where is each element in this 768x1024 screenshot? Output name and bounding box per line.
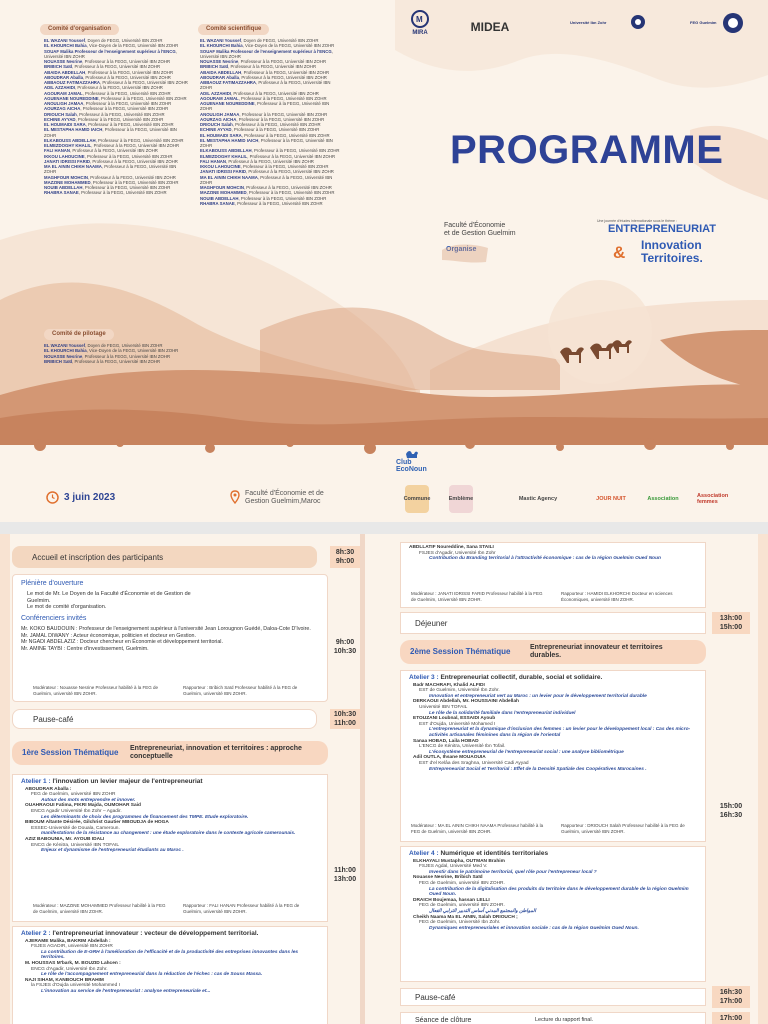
- committee-member: ABOUDRAR Aballa, Professeur à la FEGG, Université IBN ZOHR: [200, 74, 327, 80]
- committee-member: RHABRA SANAE, Professeur à la FEGG, Université IBN ZOHR: [44, 190, 167, 196]
- coffee-break-2-time: 16h:30 17h:00: [712, 986, 750, 1008]
- committee-member: EL HOUMAIDI SARA, Professeur à la FEGG, Université IBN ZOHR: [44, 122, 174, 127]
- atelier-4-heading: [409, 851, 701, 857]
- committee-member: MAZZINE MOHAMMED, Professeur à la FEGG, Université IBN ZOHR: [200, 190, 335, 196]
- lunch-time: 13h:00 15h:00: [712, 612, 750, 634]
- lunch-row: [400, 612, 706, 634]
- closing-label: Séance de clôture: [415, 1017, 472, 1024]
- ibn-zohr-logo: Université Ibn Zohr: [570, 10, 650, 44]
- paper-authors: DERKAOUI Abdellah, Mr. HOUSSAINI Abdellah: [413, 699, 519, 705]
- paper-item: [21, 787, 321, 804]
- atelier-1: [12, 774, 328, 922]
- paper-authors: DRAICH Boujemaa, hassan LELLI: [413, 897, 490, 903]
- paper-authors: Adil OUTLA, Ihsane MOUAOUIA: [413, 755, 486, 761]
- committee-member: FALI HANAN, Professeur à la FEGG, Université IBN ZOHR: [200, 158, 314, 164]
- committee-member: ADIL AZZAHIDI, Professeur à la FEGG, Université IBN ZOHR: [200, 90, 319, 96]
- closing-text: Lecture du rapport final.: [535, 1017, 594, 1023]
- paper-item: [409, 755, 701, 772]
- paper-affiliation: Université IBN TOFAIL: [419, 704, 468, 710]
- committee-member: EL KHOURCHI Bahia, Vice-Doyen de la FEGG, Université IBN ZOHR: [44, 348, 179, 354]
- emblem-logo: Emblème: [449, 485, 473, 513]
- coffee-break-label: Pause-café: [33, 715, 74, 724]
- club-econoun-text: Club EcoNoun: [396, 459, 427, 473]
- paper-affiliation: FEG de Guelmim, université IBN ZOHR.: [419, 903, 505, 909]
- paper-affiliation: la FSJES d'Oujda université Mohammed I: [31, 983, 120, 989]
- atelier-2: [12, 926, 328, 1024]
- theme-territoires: Territoires.: [641, 251, 703, 265]
- reporter-4: Rapporteur : DRIOUCH Salah Professeur habilité à la FEG de Guelmim, université IBN ZOHR.: [561, 823, 685, 834]
- paper-title: Le rôle de la solidarité familiale dans l'entrepreneuriat individuel: [429, 710, 576, 716]
- opening-plenary: [12, 574, 328, 702]
- paper-affiliation: ENCG d'Agadir, Université Ibn Zohr.: [31, 966, 108, 972]
- event-location: [245, 490, 324, 506]
- paper-affiliation: FSJES Agdal, Université Med V.: [419, 864, 488, 870]
- committee-member: DRIOUCH Salah, Professeur à la FEGG, Université IBN ZOHR: [44, 111, 165, 117]
- paper-authors: OUAHRAOUI Fatima, FIKRI Majda, OUMOHAR Said: [25, 803, 141, 809]
- committee-member: ABBAOUZ FATIMAZZAHRA, Professeur à la FEGG, Université IBN ZOHR: [200, 80, 331, 91]
- committee-member: IKKOU LAHOUCINE, Professeur à la FEGG, Université IBN ZOHR: [44, 153, 173, 159]
- clock-icon: [46, 491, 59, 504]
- organisation-committee-list: [44, 38, 189, 314]
- atelier-4-papers: [409, 859, 701, 932]
- session-2-title: Entrepreneuriat innovateur et territoires durables.: [530, 644, 663, 659]
- opening-title: Plénière d'ouverture: [21, 580, 84, 587]
- paper-title: manifestations de la résistance au changement : une étude exploratoire dans le contexte agricole camerounais.: [41, 831, 296, 837]
- paper-authors: ABDLLATIF Noureddine, Sana STAILI: [409, 545, 494, 550]
- paper-title: Entrepreneuriat Social et Territorial : Effet de la Densité Spatiale des Coopératives Marocaines .: [429, 766, 647, 772]
- paper-authors: ABOUDRAR Aballa :: [25, 786, 72, 792]
- scientific-committee-title: Comité scientifique: [198, 24, 269, 35]
- atelier-4-subtitle: Numérique et identités territoriales: [440, 850, 549, 857]
- committee-member: NOUIB ABDELLAH, Professeur à la FEGG, Université IBN ZOHR: [44, 185, 171, 190]
- paper-item: [21, 939, 321, 961]
- committee-member: AOURZAG AICHA, Professeur à la FEGG, Université IBN ZOHR: [44, 106, 169, 112]
- committee-member: MA EL AININ CHIKH NAAMA, Professeur à la FEGG, Université IBN ZOHR: [44, 164, 177, 175]
- paper-title: L'écosystème entrepreneurial de l'entrepreneuriat social : une analyse bibliométrique: [429, 749, 624, 755]
- atelier-4: [400, 846, 706, 982]
- committee-member: NOUASSE Nesrine, Professeur à la FEGG, Université IBN ZOHR: [44, 353, 171, 359]
- committee-member: NOUASSE Nesrine, Professeur à la FEGG, Université IBN ZOHR: [200, 59, 327, 64]
- committee-member: RHABRA SANAE, Professeur à la FEGG, Université IBN ZOHR: [200, 200, 323, 206]
- committee-member: ANOULIGH JAMAA, Professeur à la FEGG, Université IBN ZOHR: [44, 101, 172, 106]
- paper-affiliation: EST d'el Kelâa des Sraghna, Université Cadi Ayyad: [419, 760, 529, 766]
- paper-item: [409, 915, 701, 932]
- committee-member: ABOUDRAR Aballa, Professeur à la FEGG, Université IBN ZOHR: [44, 74, 171, 80]
- session-2-banner: [400, 640, 706, 664]
- paper-title: La contribution de la digitalisation des produits du territoire dans le développement durable de la région Guelmim Oued Noun.: [429, 886, 689, 898]
- paper-item: [409, 739, 701, 756]
- paper-title: Dynamiques entrepreneuriales et innovation sociale : cas de la région Guelmim Oued Noun.: [429, 925, 639, 931]
- paper-title: La contribution de E-GRH à l'amélioration de l'efficacité et de la productivité des entreprises innovantes dans les territoires.: [41, 949, 299, 961]
- paper-affiliation: EST de Guelmim, Université Ibn Zohr.: [419, 688, 500, 694]
- atelier-3-time: 15h:00 16h:30: [719, 803, 743, 819]
- paper-title: Les déterminants de choix des programmes de financement des TMPE. Etude exploratoire.: [41, 814, 249, 820]
- committee-member: EL WAZANI Youssef, Doyen de FEGG, Université IBN ZOHR: [44, 343, 163, 348]
- svg-text:M: M: [416, 15, 423, 24]
- committee-member: AGOURAM JAMAL, Professeur à la FEGG, Université IBN ZOHR: [44, 90, 171, 96]
- atelier-1-subtitle: l'innovation un levier majeur de l'entrepreneuriat: [52, 778, 203, 785]
- paper-affiliation: ENCG Agadir Université Ibn Zohr – Agadir.: [31, 808, 122, 814]
- paper-authors: Sanaa HOBAD, Laila HOBAD: [413, 738, 479, 744]
- moderator-4: Modérateur : MA EL AININ CHIKH NAAMA Professeur habilité à la FEG de Guelmim, université IBN ZOHR.: [411, 823, 544, 834]
- committee-member: ABBAOUZ FATIMAZZAHRA, Professeur à la FEGG, Université IBN ZOHR: [44, 80, 188, 85]
- session-1-title: Entrepreneuriat, innovation et territoires : approche conceptuelle: [130, 745, 302, 760]
- paper-authors: M. HOUSSAS M'bark, M. BOUZID Lahcen :: [25, 960, 121, 966]
- committee-member: SOUAF Malika Professeur de l'enseignement supérieur à l'ENCG, Université IBN ZOHR: [44, 48, 177, 59]
- committee-member: NOUIB ABDELLAH, Professeur à la FEGG, Université IBN ZOHR: [200, 195, 327, 201]
- committee-member: EL WAZANI Youssef, Doyen de FEGG, Université IBN ZOHR: [44, 38, 163, 43]
- atelier-3-heading: [409, 675, 701, 681]
- paper-title: Enjeux et dynamisme de l'entrepreneuriat étudiants au Maroc .: [41, 848, 184, 854]
- paper-title: L'entrepreneuriat et la dynamique d'inclusion des femmes : un levier pour le développement local : Cas des micro- activités artisanales féminines dans la région de l'oriental: [429, 727, 691, 738]
- mira-logo: M MIRA: [400, 10, 440, 44]
- coffee-break-2-label: Pause-café: [415, 993, 456, 1002]
- welcome-label: Accueil et inscription des participants: [32, 553, 164, 562]
- atelier-1-number: Atelier 1 :: [21, 778, 51, 785]
- committee-member: ABAIDA ABDELLAH, Professeur à la FEGG, Université IBN ZOHR: [44, 69, 174, 75]
- paper-authors: NAJI SIHAM, KANBOUCH BRAHIM: [25, 977, 104, 983]
- committee-member: AGUENANE NOUREDDINE, Professeur à la FEGG, Université IBN ZOHR: [200, 101, 330, 112]
- paper-item: [21, 820, 321, 837]
- paper-affiliation: ESSEC-Université de Douala, Cameroun.: [31, 825, 120, 831]
- theme-innovation: Innovation: [641, 238, 702, 252]
- paper-affiliation: FEG de Guelmim, université IBN ZOHR.: [419, 880, 505, 886]
- opening-time: 9h:00 10h:30: [333, 639, 357, 655]
- paper-affiliation: EST d'Oujda, Université Mohamed I: [419, 721, 496, 727]
- paper-authors: ETOUZANI Loubnal, ESSAIDI Ayoub: [413, 716, 496, 722]
- reporter-1: Rapporteur : Bribich Saïd Professeur habilité à la FEG de Guelmim, université IBN ZOHR.: [183, 685, 298, 696]
- atelier-1-papers: [21, 787, 321, 854]
- faculty-name: [444, 222, 516, 238]
- moderator-2: Modérateur : MAZZINE MOHAMMED Professeur habilité à la FEG de Guelmim, université IBN ZOHR.: [33, 903, 166, 914]
- event-date: 3 juin 2023: [64, 492, 116, 503]
- paper-authors: Badr MACHRAFI, Khalid ALFIDI: [413, 682, 485, 688]
- paper-title: Investir dans le patrimoine territorial, quel rôle pour l'entrepreneur local ?: [429, 869, 597, 875]
- organisation-committee-title: Comité d'organisation: [40, 24, 119, 35]
- paper-affiliation: FEG de Guelmim, Université Ibn Zohr.: [419, 920, 501, 926]
- theme-ampersand: &: [613, 243, 626, 262]
- committee-member: MAGHFOUR MOHCIN, Professeur à la FEGG, Université IBN ZOHR: [44, 174, 176, 180]
- committee-member: BRIBICH Saïd, Professeur à la FEGG, Université IBN ZOHR: [44, 358, 161, 364]
- committee-member: JANATI IDRISSI FARID, Professeur à la FEGG, Université IBN ZOHR: [44, 158, 178, 164]
- committee-member: AOURZAG AICHA, Professeur à la FEGG, Université IBN ZOHR: [200, 116, 325, 122]
- atelier-3: [400, 670, 706, 842]
- atelier-carry-over: [400, 542, 706, 608]
- paper-authors: Nouasse Nesrine, Bribich Saïd: [413, 875, 483, 881]
- committee-member: ADIL AZZAHIDI, Professeur à la FEGG, Université IBN ZOHR: [44, 85, 163, 91]
- partner-logos: [400, 10, 750, 48]
- committee-member: EL WAZANI Youssef, Doyen de FEGG, Université IBN ZOHR: [200, 38, 319, 43]
- coffee-break-2-row: [400, 988, 706, 1006]
- atelier-1-time: 11h:00 13h:00: [333, 867, 357, 883]
- event-location-text: Faculté d'Économie et de Gestion Guelmim,Maroc: [245, 490, 324, 505]
- atelier-4-content: [409, 851, 701, 931]
- session-1-banner: [12, 741, 328, 765]
- mastic-agency-logo: Mastic Agency: [518, 496, 558, 502]
- atelier-3-papers: [409, 683, 701, 773]
- paper-authors: BIBOUM Altante Désirée, Gilchrist Gautier MBOUDJA de HOGA: [25, 820, 169, 826]
- committee-member: MAGHFOUR MOHCIN, Professeur à la FEGG, Université IBN ZOHR: [200, 185, 332, 190]
- women-association-logo: Association femmes: [697, 493, 729, 505]
- paper-authors: ELKHAYALI Mustapha, OUTMAN Brahim: [413, 858, 505, 864]
- jour-nuit-logo: JOUR NUIT: [596, 496, 626, 502]
- association-logo: Association: [647, 496, 679, 502]
- paper-item: [21, 803, 321, 820]
- paper-item: [21, 961, 321, 978]
- committee-member: ELKABOUSS ABDELLAH, Professeur à la FEGG, Université IBN ZOHR: [200, 148, 340, 154]
- committee-member: AGUENANE NOUREDDINE, Professeur à la FEGG, Université IBN ZOHR: [44, 95, 187, 101]
- welcome-time: 8h:30 9h:00: [330, 546, 360, 568]
- atelier-2-papers: [21, 939, 321, 995]
- atelier-4-number: Atelier 4 :: [409, 850, 439, 857]
- theme-entrepreneuriat: ENTREPRENEURIAT: [608, 223, 716, 235]
- paper-title: Contribution du Branding territorial à l'attractivité économique : cas de la région Guelmim Oued Noun: [429, 556, 661, 562]
- paper-item: [409, 683, 701, 700]
- atelier-2-number: Atelier 2 :: [21, 930, 51, 937]
- closing-time: 17h:00: [712, 1012, 750, 1024]
- paper-item: [409, 699, 701, 716]
- organise-brush-stroke: [440, 238, 490, 268]
- scientific-committee-list: [200, 38, 340, 318]
- committee-member: ECHINE AYYAD, Professeur à la FEGG, Université IBN ZOHR: [44, 116, 164, 122]
- paper-affiliation: L'ENCG de Kénitra, Université Ibn Tofail.: [419, 744, 506, 750]
- paper-item: [21, 978, 321, 995]
- atelier-3-subtitle: Entrepreneuriat collectif, durable, social et solidaire.: [440, 674, 603, 681]
- committee-member: FALI HANAN, Professeur à la FEGG, Université IBN ZOHR: [44, 148, 158, 154]
- paper-title: L'innovation au service de l'entrepreneuriat : analyse entrepreneuriale et...: [41, 988, 211, 994]
- paper-affiliation: FSJES d'Agadir, Université Ibn Zohr: [419, 550, 496, 556]
- committee-member: MA EL AININ CHIKH NAAMA, Professeur à la FEGG, Université IBN ZOHR: [200, 174, 333, 185]
- speaker-item: Mr. AMINE TAYBI : Centre d'investissement, Guelmim.: [21, 645, 149, 652]
- paper-title: Innovation et entrepreneuriat vert au Maroc : un levier pour le développement territorial durable: [429, 693, 647, 699]
- paper-authors: AJERAME Malika, BAKRIM Abdellah :: [25, 938, 111, 944]
- committee-member: SOUAF Malika Professeur de l'enseignement supérieur à l'ENCG, Université IBN ZOHR: [200, 48, 333, 59]
- moderator-1: Modérateur : Nouasse Nesrine Professeur habilité à la FEG de Guelmim, université IBN ZOHR.: [33, 685, 159, 696]
- committee-member: ANOULIGH JAMAA, Professeur à la FEGG, Université IBN ZOHR: [200, 111, 328, 117]
- committee-member: EL MESTAPHA HAMID IAICH, Professeur à la FEGG, Université IBN ZOHR: [200, 137, 333, 148]
- steering-committee-title: Comité de pilotage: [44, 329, 114, 340]
- speaker-item: Mr. KOKO BAUDOUIN : Professeur de l'enseignement supérieur à l'université Jean Lorougnon Guédé, Daloa-Cote D'Ivoire.: [21, 626, 311, 632]
- atelier-1-heading: [21, 779, 321, 785]
- opening-item: Le mot de comité d'organisation.: [27, 604, 107, 610]
- steering-committee-list: [44, 343, 194, 373]
- committee-member: ABAIDA ABDELLAH, Professeur à la FEGG, Université IBN ZOHR: [200, 69, 330, 75]
- committee-member: ELMEZDOGHY KHALIL, Professeur à la FEGG, Université IBN ZOHR: [44, 143, 180, 148]
- paper-authors: Cheikh Naama Ma EL AININ, Salah DRIOUCH ;: [413, 914, 518, 920]
- location-pin-icon: [230, 490, 240, 504]
- atelier-1-content: [21, 779, 321, 854]
- committee-member: DRIOUCH Salah, Professeur à la FEGG, Université IBN ZOHR: [200, 122, 321, 127]
- paper-item: [409, 716, 701, 738]
- sponsor-logos: [405, 485, 755, 517]
- committee-member: MAZZINE MOHAMMED, Professeur à la FEGG, Université IBN ZOHR: [44, 179, 179, 185]
- page-title: PROGRAMME: [450, 128, 724, 172]
- paper-affiliation: FSJES AGADIR, université IBN ZOHR: [31, 944, 113, 950]
- speakers-title: Conférenciers invités: [21, 615, 87, 622]
- faculty-text: Faculté d'Économie et de Gestion Guelmim: [444, 222, 516, 237]
- programme-schedule-page: [0, 534, 768, 1024]
- opening-items: [27, 591, 197, 611]
- paper-item: [21, 837, 321, 854]
- paper-title: Le rôle de l'accompagnement entrepreneurial dans la réduction de l'échec : cas de Souss Massa.: [41, 972, 263, 978]
- atelier-2-heading: [21, 931, 321, 937]
- committee-member: EL MESTAPHA HAMID IAICH, Professeur à la FEGG, Université IBN ZOHR: [44, 127, 177, 138]
- paper-item: [409, 859, 701, 876]
- committee-member: ELKABOUSS ABDELLAH, Professeur à la FEGG, Université IBN ZOHR: [44, 137, 184, 143]
- moderator-3: Modérateur : JANATI IDRISSI FARID Professeur habilité à la FEG de Guelmim, Université IBN ZOHR.: [411, 591, 543, 602]
- commune-logo: Commune: [405, 485, 429, 513]
- club-econoun-logo: [396, 459, 427, 473]
- speaker-item: Mr NGADI ABDELAZIZ : Docteur chercheur en Économie et développement territorial.: [21, 639, 223, 646]
- committee-member: EL HOUMAIDI SARA, Professeur à la FEGG, Université IBN ZOHR: [200, 132, 330, 138]
- paper-affiliation: FEG de Guelmim, université IBN ZOHR: [31, 792, 116, 798]
- committee-member: BRIBICH Saïd, Professeur à la FEGG, Université IBN ZOHR: [200, 64, 317, 70]
- committee-member: NOUASSE Nesrine, Professeur à la FEGG, Université IBN ZOHR: [44, 59, 171, 64]
- atelier-3-number: Atelier 3 :: [409, 674, 439, 681]
- committee-member: EL KHOURCHI Bahia, Vice-Doyen de la FEGG, Université IBN ZOHR: [200, 43, 335, 49]
- committee-member: ECHINE AYYAD, Professeur à la FEGG, Université IBN ZOHR: [200, 127, 320, 133]
- session-1-number: 1ère Session Thématique: [22, 748, 119, 757]
- carry-over-paper: [409, 545, 699, 562]
- feg-guelmim-logo: FEG Guelmim: [690, 10, 750, 44]
- reporter-2: Rapporteur : FALI HANAN Professeur habilité à la FEG de Guelmim, université IBN ZOHR.: [183, 903, 300, 914]
- paper-affiliation: ENCG de Kénitra, Université IBN TOFAIL: [31, 842, 120, 848]
- reporter-3: Rapporteur : HAMIDI ELKHORCHI Docteur en sciences Économiques, université IBN ZOHR.: [561, 591, 673, 602]
- committee-member: IKKOU LAHOUCINE, Professeur à la FEGG, Université IBN ZOHR: [200, 164, 329, 169]
- theme-intro-note: Une journée d'études internationale sous le thème :: [597, 219, 677, 223]
- committee-member: AGOURAM JAMAL, Professeur à la FEGG, Université IBN ZOHR: [200, 95, 327, 101]
- committee-member: EL KHOURCHI Bahia, Vice-Doyen de la FEGG, Université IBN ZOHR: [44, 43, 179, 49]
- atelier-2-content: [21, 931, 321, 995]
- atelier-2-subtitle: l'entrepreneuriat innovateur : vecteur de développement territorial.: [52, 930, 259, 937]
- committee-member: BRIBICH Saïd, Professeur à la FEGG, Université IBN ZOHR: [44, 64, 161, 70]
- paper-title: Autour des mots entreprendre et innover.: [41, 797, 136, 803]
- coffee-break-time: 10h:30 11h:00: [330, 709, 360, 729]
- paper-item: [409, 898, 701, 915]
- opening-item: Le mot de Mr. Le Doyen de la Faculté d'Économie et de Gestion de Guelmim.: [27, 591, 191, 604]
- lunch-label: Déjeuner: [415, 619, 448, 628]
- session-2-number: 2ème Session Thématique: [410, 647, 511, 656]
- closing-row: [400, 1012, 706, 1024]
- paper-title: المواطن والمجتمع المدني أساس التدبير الترابي الفعال: [429, 908, 536, 914]
- speakers-list: [21, 626, 326, 652]
- paper-authors: AZIZ BABOUNIA, Mr. AYOUB IDALI: [25, 836, 105, 842]
- committee-member: JANATI IDRISSI FARID, Professeur à la FEGG, Université IBN ZOHR: [200, 169, 334, 175]
- midea-logo: MIDEA: [470, 20, 510, 34]
- atelier-3-content: [409, 675, 701, 772]
- page-separator: [0, 522, 768, 534]
- speaker-item: Mr. JAMAL DIWANY : Acteur économique, politicien et docteur en Gestion.: [21, 632, 196, 639]
- paper-item: [409, 875, 701, 897]
- welcome-row: [12, 546, 317, 568]
- organise-label: Organise: [446, 246, 477, 253]
- coffee-break-row: [12, 709, 317, 729]
- committee-member: ELMEZDOGHY KHALIL, Professeur à la FEGG, Université IBN ZOHR: [200, 153, 336, 159]
